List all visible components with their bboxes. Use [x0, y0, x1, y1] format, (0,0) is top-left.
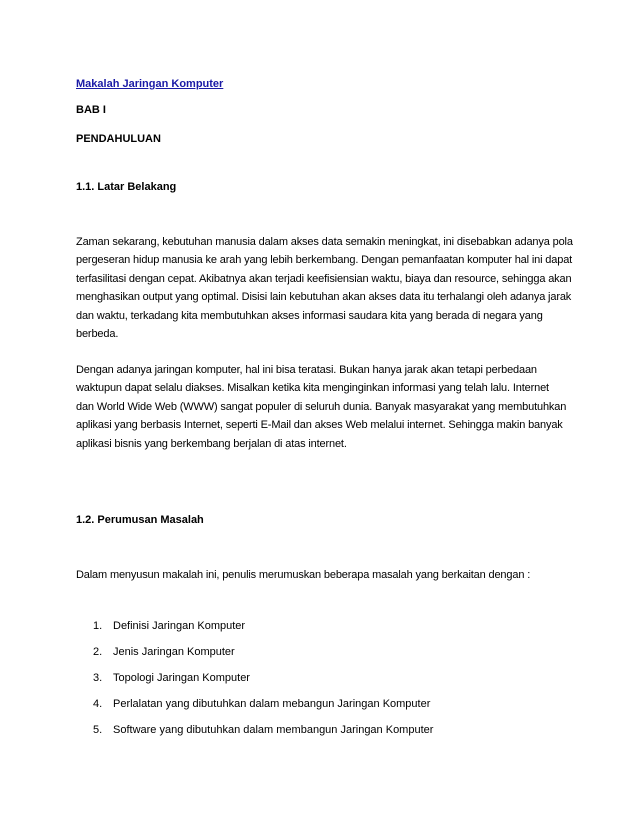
list-item — [93, 617, 433, 643]
problem-list — [93, 617, 433, 747]
list-number: 2. — [93, 646, 103, 658]
paragraph-line: berbeda. — [76, 328, 119, 341]
list-item-text: Software yang dibutuhkan dalam membangun Jaringan Komputer — [113, 724, 434, 736]
paragraph-line: waktupun dapat selalu diakses. Misalkan ketika kita menginginkan informasi yang telah lalu. Internet — [76, 382, 549, 395]
chapter-label: BAB I — [76, 104, 106, 116]
list-number: 3. — [93, 672, 103, 684]
paragraph-line: dan waktu, terkadang kita membutuhkan akses informasi saudara kita yang berada di negara yang — [76, 309, 543, 322]
paragraph-line: aplikasi bisnis yang berkembang berjalan di atas internet. — [76, 437, 347, 450]
paragraph-line: Zaman sekarang, kebutuhan manusia dalam akses data semakin meningkat, ini disebabkan adanya pola — [76, 236, 573, 248]
list-item-text: Topologi Jaringan Komputer — [113, 672, 250, 684]
list-item — [93, 695, 433, 721]
list-item — [93, 721, 433, 747]
section-1-2-heading: 1.2. Perumusan Masalah — [76, 514, 204, 526]
list-number: 5. — [93, 724, 103, 736]
list-item-text: Jenis Jaringan Komputer — [113, 646, 235, 658]
paragraph-line: menghasikan output yang optimal. Disisi lain kebutuhan akan akses data itu terhalangi oleh adanya jarak — [76, 291, 572, 304]
list-item — [93, 643, 433, 669]
paragraph-line: dan World Wide Web (WWW) sangat populer di seluruh dunia. Banyak masyarakat yang membutuhkan — [76, 400, 567, 413]
paragraph-line: terfasilitasi dengan cepat. Akibatnya akan terjadi keefisiensian waktu, biaya dan resource, sehingga akan — [76, 272, 572, 285]
paragraph-line: pergeseran hidup manusia ke arah yang lebih berkembang. Dengan pemanfaatan komputer hal ini dapat — [76, 254, 573, 267]
list-item-text: Definisi Jaringan Komputer — [113, 620, 246, 632]
problem-intro-paragraph — [76, 566, 572, 584]
list-item-text: Perlalatan yang dibutuhkan dalam mebangun Jaringan Komputer — [113, 698, 431, 710]
background-paragraph-1 — [76, 233, 572, 343]
document-title-link[interactable]: Makalah Jaringan Komputer — [76, 78, 224, 90]
section-1-1-heading: 1.1. Latar Belakang — [76, 181, 177, 193]
list-item — [93, 669, 433, 695]
paragraph-line: Dalam menyusun makalah ini, penulis merumuskan beberapa masalah yang berkaitan dengan : — [76, 569, 531, 581]
list-number: 4. — [93, 698, 103, 710]
background-paragraph-2 — [76, 361, 572, 453]
paragraph-line: aplikasi yang berbasis Internet, seperti E-Mail dan akses Web melalui internet. Sehingga makin banyak — [76, 419, 563, 432]
paragraph-line: Dengan adanya jaringan komputer, hal ini bisa teratasi. Bukan hanya jarak akan tetapi perbedaan — [76, 364, 537, 376]
list-number: 1. — [93, 620, 103, 632]
chapter-title: PENDAHULUAN — [76, 133, 161, 145]
